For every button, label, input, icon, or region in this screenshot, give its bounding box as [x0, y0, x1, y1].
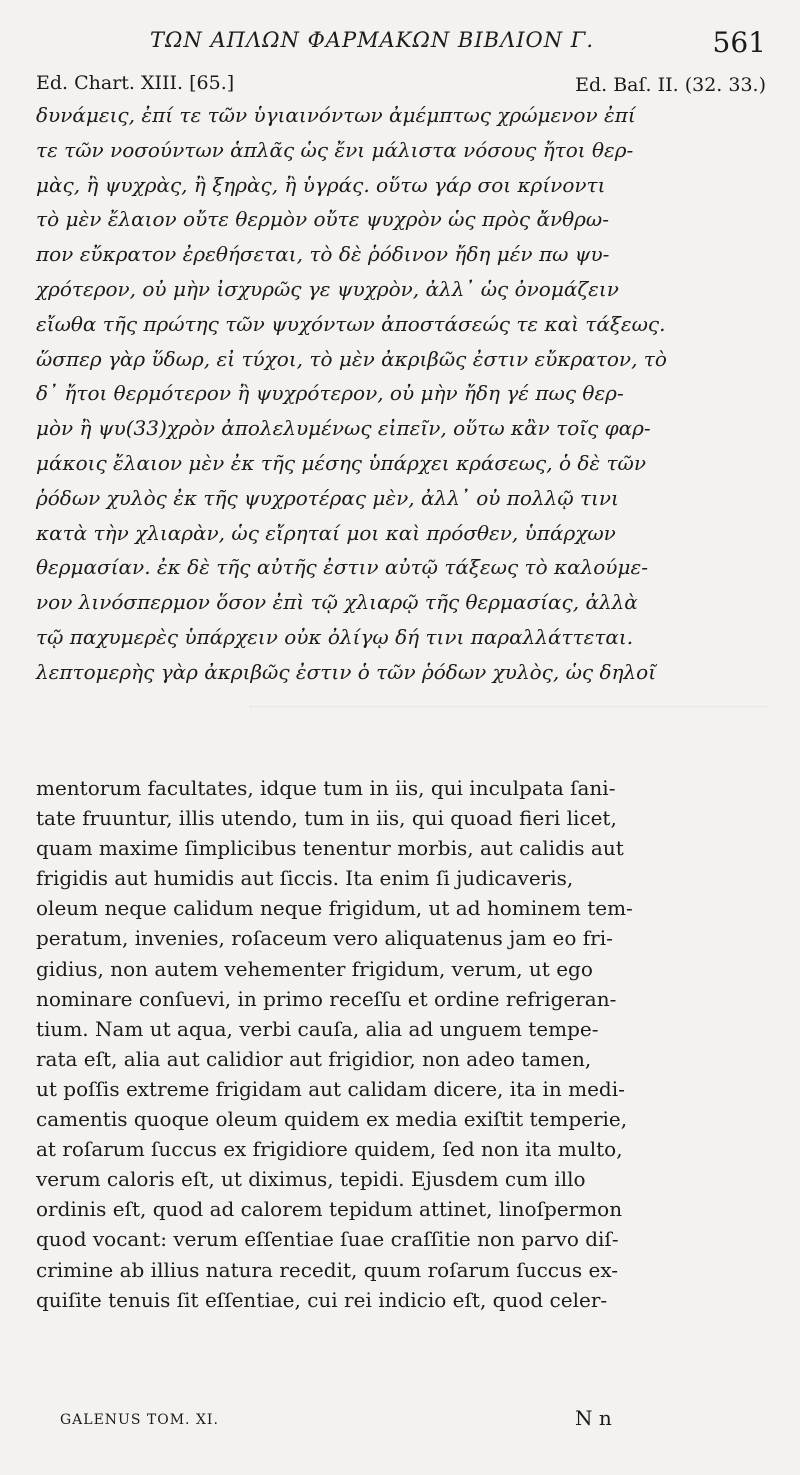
latin-line: rata eſt, alia aut calidior aut frigidior, non adeo tamen, — [36, 1046, 592, 1071]
greek-line: δυνάμεις, ἐπί τε τῶν ὑγιαινόντων ἀμέμπτως χρώμενον ἐπί — [36, 103, 636, 127]
latin-line: at roſarum ſuccus ex frigidiore quidem, ſed non ita multo, — [36, 1137, 623, 1162]
greek-line: κατὰ τὴν χλιαρὰν, ὡς εἴρηταί μοι καὶ πρόσθεν, ὑπάρχων — [36, 520, 616, 545]
greek-line: χρότερον, οὐ μὴν ἰσχυρῶς γε ψυχρὸν, ἀλλ᾽ ὡς ὀνομάζειν — [36, 276, 619, 301]
greek-line: τὸ μὲν ἔλαιον οὔτε θερμὸν οὔτε ψυχρὸν ὡς πρὸς ἄνθρω- — [36, 207, 609, 232]
greek-line: μὰς, ἢ ψυχρὰς, ἢ ξηρὰς, ἢ ὑγράς. οὕτω γάρ σοι κρίνοντι — [36, 172, 606, 197]
latin-line: verum caloris eſt, ut diximus, tepidi. Ejusdem cum illo — [36, 1167, 586, 1192]
latin-line: gidius, non autem vehementer frigidum, verum, ut ego — [36, 956, 593, 981]
latin-line: quam maxime ſimplicibus tenentur morbis, aut calidis aut — [36, 836, 624, 861]
greek-line: ῥόδων χυλὸς ἐκ τῆς ψυχροτέρας μὲν, ἀλλ᾽ οὐ πολλῷ τινι — [36, 485, 619, 510]
greek-line: τε τῶν νοσούντων ἁπλᾶς ὡς ἔνι μάλιστα νόσους ἤτοι θερ- — [36, 137, 634, 162]
greek-line: μὸν ἢ ψυ(33)χρὸν ἀπολελυμένως εἰπεῖν, οὕτω κἂν τοῖς φαρ- — [36, 416, 651, 441]
greek-line: μάκοις ἔλαιον μὲν ἐκ τῆς μέσης ὑπάρχει κράσεως, ὁ δὲ τῶν — [36, 450, 647, 475]
latin-line: frigidis aut humidis aut ſiccis. Ita enim ſi judicaveris, — [36, 866, 574, 891]
bleed-through-trace — [250, 706, 770, 723]
greek-line: θερμασίαν. ἐκ δὲ τῆς αὐτῆς ἐστιν αὐτῷ τάξεως τὸ καλούμε- — [36, 555, 648, 580]
greek-line: πον εὔκρατον ἐρεθήσεται, τὸ δὲ ῥόδινον ἤδη μέν πω ψυ- — [36, 242, 610, 267]
greek-text-block — [36, 98, 766, 690]
edition-reference-chartier: Ed. Chart. XIII. [65.] — [36, 72, 235, 94]
latin-line: oleum neque calidum neque frigidum, ut ad hominem tem- — [36, 896, 633, 921]
latin-line: quod vocant: verum eſſentiae ſuae craſſitie non parvo diſ- — [36, 1227, 619, 1252]
latin-line: ordinis eſt, quod ad calorem tepidum attinet, linoſpermon — [36, 1197, 623, 1222]
greek-line: τῷ παχυμερὲς ὑπάρχειν οὐκ ὀλίγῳ δή τινι παραλλάττεται. — [36, 624, 634, 649]
page-number: 561 — [712, 26, 766, 59]
latin-line: camentis quoque oleum quidem ex media exiſtit temperie, — [36, 1107, 628, 1132]
latin-line: crimine ab illius natura recedit, quum roſarum ſuccus ex- — [36, 1257, 619, 1282]
footer-signature: GALENUS TOM. XI. — [60, 1412, 219, 1428]
latin-line: quiſite tenuis ſit eſſentiae, cui rei indicio eſt, quod celer- — [36, 1287, 608, 1312]
latin-line: nominare conſuevi, in primo receſſu et ordine refrigeran- — [36, 986, 617, 1011]
latin-line: peratum, invenies, roſaceum vero aliquatenus jam eo fri- — [36, 926, 613, 951]
greek-line: ὥσπερ γὰρ ὕδωρ, εἰ τύχοι, τὸ μὲν ἀκριβῶς ἐστιν εὔκρατον, τὸ — [36, 346, 667, 371]
latin-line: tate fruuntur, illis utendo, tum in iis, qui quoad fieri licet, — [36, 806, 617, 831]
running-title: ΤΩΝ ΑΠΛΩΝ ΦΑΡΜΑΚΩΝ ΒΙΒΛΙΟΝ Γ. — [150, 28, 595, 52]
latin-line: mentorum facultates, idque tum in iis, qui inculpata ſani- — [36, 776, 616, 800]
latin-text-block — [36, 773, 766, 1315]
footer-signature-mark: N n — [575, 1406, 612, 1430]
edition-reference-basel: Ed. Baſ. II. (32. 33.) — [575, 74, 766, 96]
greek-line: λεπτομερὴς γὰρ ἀκριβῶς ἐστιν ὁ τῶν ῥόδων χυλὸς, ὡς δηλοῖ — [36, 659, 657, 684]
latin-line: ut poſſis extreme frigidam aut calidam dicere, ita in medi- — [36, 1076, 625, 1101]
latin-line: tium. Nam ut aqua, verbi cauſa, alia ad unguem tempe- — [36, 1016, 599, 1041]
greek-line: εἴωθα τῆς πρώτης τῶν ψυχόντων ἀποστάσεώς τε καὶ τάξεως. — [36, 311, 666, 336]
greek-line: δ᾽ ἤτοι θερμότερον ἢ ψυχρότερον, οὐ μὴν ἤδη γέ πως θερ- — [36, 381, 624, 406]
greek-line: νον λινόσπερμον ὅσον ἐπὶ τῷ χλιαρῷ τῆς θερμασίας, ἀλλὰ — [36, 590, 638, 615]
